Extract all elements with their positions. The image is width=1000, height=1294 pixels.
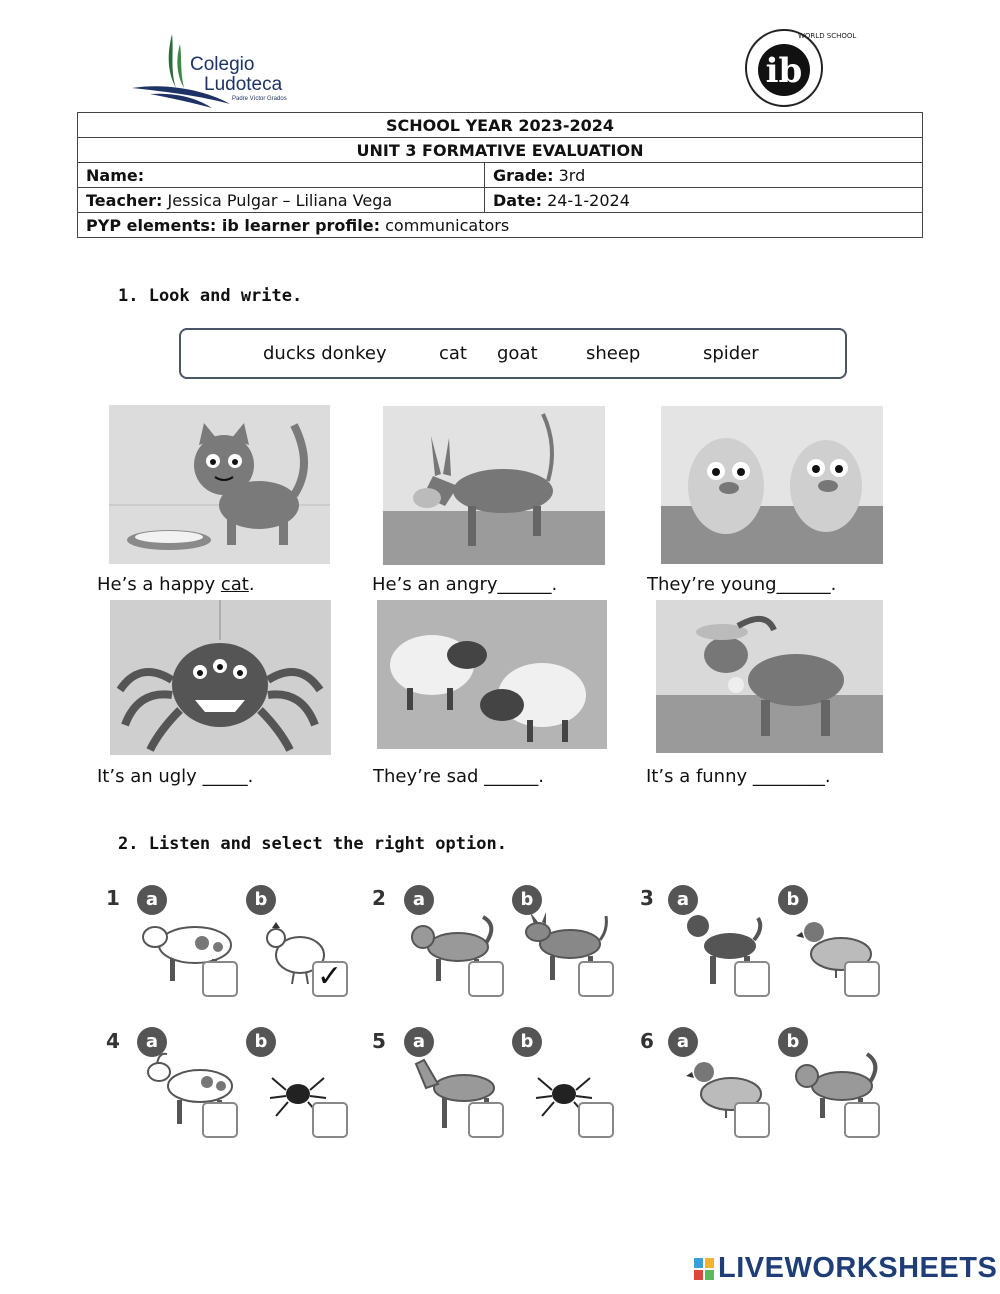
spider-picture [110, 600, 331, 755]
caption-6 [646, 766, 831, 787]
caption-6-pre: It’s a funny [646, 766, 753, 787]
question-number: 1 [106, 886, 120, 910]
date-cell [485, 188, 923, 213]
option-a-badge: a [137, 885, 167, 915]
caption-4 [97, 766, 253, 787]
word-bank [179, 328, 847, 379]
name-cell[interactable] [78, 163, 485, 188]
caption-1 [97, 574, 255, 595]
school-logo [130, 30, 310, 110]
caption-5-pre: They’re sad [373, 766, 485, 787]
teacher-label: Teacher: [86, 190, 163, 210]
pyp-value: communicators [380, 215, 510, 235]
grade-cell [485, 163, 923, 188]
ib-world-school-logo [738, 26, 857, 110]
check-mark-icon: ✓ [317, 959, 343, 994]
pyp-cell [78, 213, 923, 238]
school-year: SCHOOL YEAR 2023-2024 [78, 113, 923, 138]
question-number: 6 [640, 1029, 654, 1053]
answer-4[interactable]: _____ [202, 766, 248, 787]
word-bank-item: cat [439, 343, 467, 364]
option-b-badge: b [778, 885, 808, 915]
option-b-checkbox[interactable] [578, 961, 614, 997]
answer-5[interactable]: ______ [484, 766, 539, 787]
option-a-badge: a [137, 1027, 167, 1057]
liveworksheets-logo-icon [694, 1258, 714, 1280]
liveworksheets-brand[interactable]: LIVEWORKSHEETS [718, 1252, 998, 1284]
word-bank-item: sheep [586, 343, 641, 364]
question-number: 2 [372, 886, 386, 910]
question-number: 4 [106, 1029, 120, 1053]
ducks-picture [661, 406, 883, 564]
sheep-picture [377, 600, 607, 749]
ib-logo-letters: ib [765, 51, 803, 91]
caption-2 [372, 574, 557, 595]
info-table [77, 112, 923, 238]
option-a-checkbox[interactable] [468, 1102, 504, 1138]
option-a-checkbox[interactable] [202, 961, 238, 997]
caption-1-post: . [248, 574, 255, 595]
unit-title: UNIT 3 FORMATIVE EVALUATION [78, 138, 923, 163]
cat-picture [109, 405, 330, 564]
option-a-checkbox[interactable] [734, 961, 770, 997]
answer-1[interactable]: cat [220, 574, 249, 595]
option-a-checkbox[interactable] [202, 1102, 238, 1138]
option-a-checkbox[interactable] [468, 961, 504, 997]
option-b-badge: b [512, 1027, 542, 1057]
question-number: 3 [640, 886, 654, 910]
option-b-badge: b [246, 1027, 276, 1057]
answer-6[interactable]: ________ [752, 766, 825, 787]
caption-4-pre: It’s an ugly [97, 766, 203, 787]
section-1-title: 1. Look and write. [118, 286, 303, 306]
option-b-checkbox[interactable] [844, 961, 880, 997]
option-b-checkbox[interactable] [312, 961, 348, 997]
school-logo-text-2: Ludoteca [204, 74, 283, 95]
name-label: Name: [86, 165, 145, 185]
date-label: Date: [493, 190, 542, 210]
date-value: 24-1-2024 [541, 190, 630, 210]
word-bank-item: ducks donkey [263, 343, 387, 364]
answer-3[interactable]: ______ [776, 574, 831, 595]
caption-5 [373, 766, 544, 787]
teacher-cell [78, 188, 485, 213]
grade-label: Grade: [493, 165, 554, 185]
teacher-value: Jessica Pulgar – Liliana Vega [162, 190, 393, 210]
option-b-badge: b [778, 1027, 808, 1057]
caption-6-post: . [824, 766, 831, 787]
option-b-checkbox[interactable] [844, 1102, 880, 1138]
ib-logo-ring-text: WORLD SCHOOL [798, 32, 857, 40]
option-a-badge: a [668, 885, 698, 915]
caption-2-post: . [551, 574, 558, 595]
option-b-badge: b [512, 885, 542, 915]
word-bank-item: goat [497, 343, 538, 364]
section-2-title: 2. Listen and select the right option. [118, 834, 507, 854]
question-number: 5 [372, 1029, 386, 1053]
school-logo-subtext: Padre Víctor Grados [232, 96, 287, 102]
caption-2-pre: He’s an angry [372, 574, 498, 595]
option-a-badge: a [404, 885, 434, 915]
option-b-badge: b [246, 885, 276, 915]
caption-3-pre: They’re young [647, 574, 777, 595]
word-bank-item: spider [703, 343, 759, 364]
caption-3 [647, 574, 836, 595]
caption-4-post: . [247, 766, 254, 787]
caption-1-pre: He’s a happy [97, 574, 221, 595]
option-b-checkbox[interactable] [312, 1102, 348, 1138]
goat-picture [656, 600, 883, 753]
donkey-picture [383, 406, 605, 565]
option-a-checkbox[interactable] [734, 1102, 770, 1138]
option-a-badge: a [404, 1027, 434, 1057]
caption-5-post: . [538, 766, 544, 787]
option-a-badge: a [668, 1027, 698, 1057]
pyp-label: PYP elements: ib learner profile: [86, 215, 381, 235]
school-logo-text-1: Colegio [190, 54, 255, 75]
grade-value: 3rd [553, 165, 586, 185]
answer-2[interactable]: ______ [497, 574, 552, 595]
caption-3-post: . [830, 574, 837, 595]
option-b-checkbox[interactable] [578, 1102, 614, 1138]
